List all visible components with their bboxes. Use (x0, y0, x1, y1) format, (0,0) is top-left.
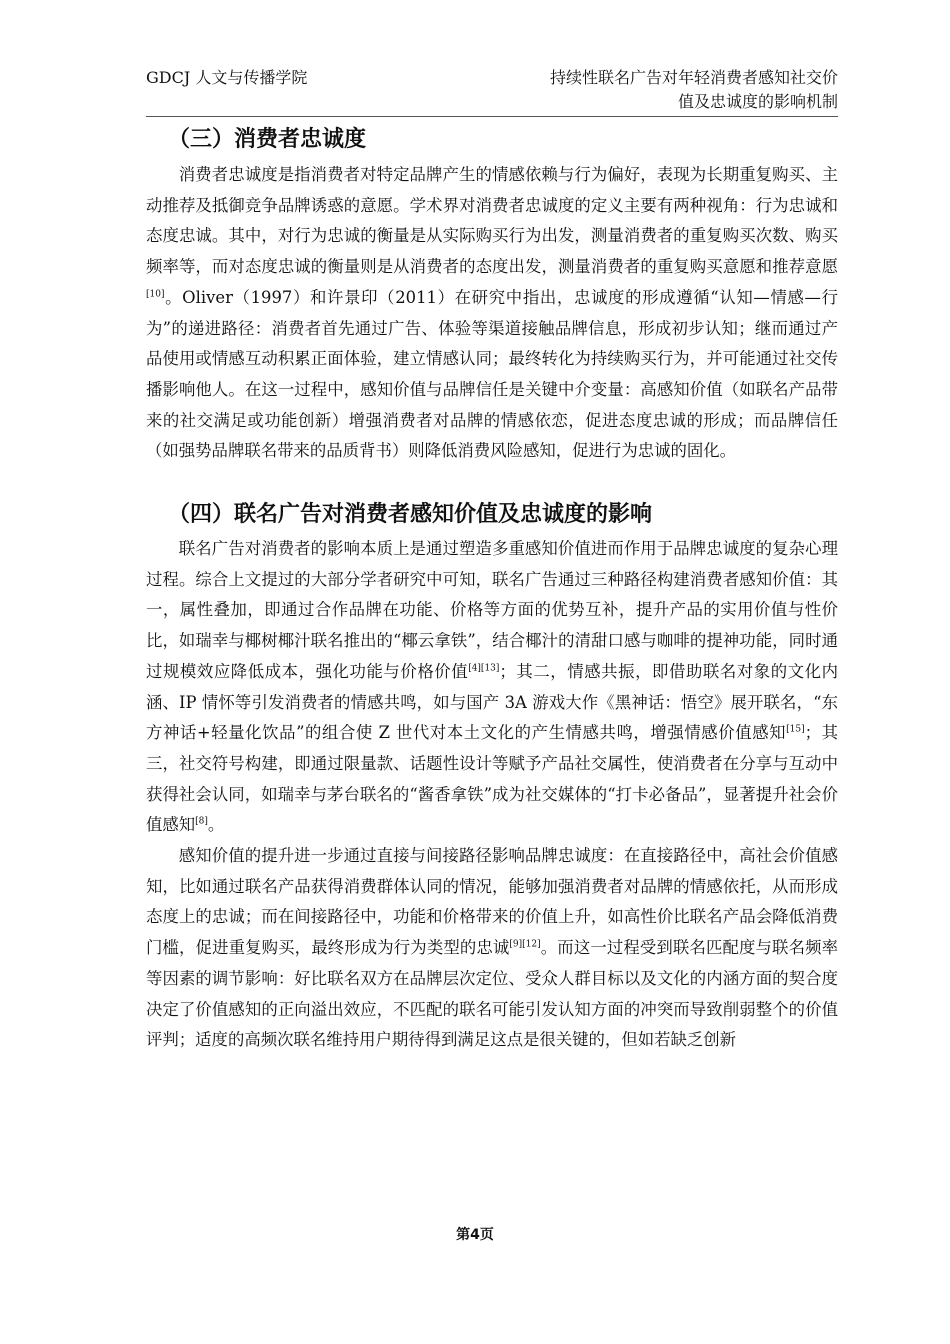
page-number: 第4页 (456, 1227, 494, 1243)
text-run: 感知价值的提升进一步通过直接与间接路径影响品牌忠诚度：在直接路径中，高社会价值感知，比如通过联名产品获得消费群体认同的情况，能够加强消费者对品牌的情感依托，从而形成态度上的忠诚；而在间接路径中，功能和价格带来的价值上升，如高性价比联名产品会降低消费门槛，促进重复购买，最终形成为行为类型的忠诚 (146, 846, 838, 958)
text-run: 消费者忠诚度是指消费者对特定品牌产生的情感依赖与行为偏好，表现为长期重复购买、主动推荐及抵御竞争品牌诱惑的意愿。学术界对消费者忠诚度的定义主要有两种视角：行为忠诚和态度忠诚。其中，对行为忠诚的衡量是从实际购买行为出发，测量消费者的重复购买次数、购买频率等，而对态度忠诚的衡量则是从消费者的态度出发，测量消费者的重复购买意愿和推荐意愿 (146, 165, 838, 277)
header-title-line2: 值及忠诚度的影响机制 (677, 92, 838, 111)
header-institution: GDCJ 人文与传播学院 (146, 68, 308, 87)
citation: [9][12] (509, 939, 541, 950)
citation: [15] (786, 724, 805, 735)
text-run: ；其三，社交符号构建，即通过限量款、话题性设计等赋予产品社交属性，使消费者在分享与互动中获得社会认同，如瑞幸与茅台联名的“酱香拿铁”成为社交媒体的“打卡必备品”，显著提升社会价值感知 (146, 723, 839, 835)
text-run: ；其二，情感共振，即借助联名对象的文化内涵、IP 情怀等引发消费者的情感共鸣，如与国产 3A 游戏大作《黑神话：悟空》展开联名，“东方神话+轻量化饮品”的组合使 Z 世代对本土文化的产生情感共鸣，增强情感价值感知 (146, 661, 838, 743)
header-paper-title (550, 66, 838, 114)
paragraph (146, 841, 838, 1056)
header-divider (146, 116, 838, 117)
citation: [4][13] (468, 663, 500, 674)
text-run: 。Oliver（1997）和许景印（2011）在研究中指出，忠诚度的形成遵循“认知—情感—行为”的递进路径：消费者首先通过广告、体验等渠道接触品牌信息，形成初步认知；继而通过产品使用或情感互动积累正面体验，建立情感认同；最终转化为持续购买行为，并可能通过社交传播影响他人。在这一过程中，感知价值与品牌信任是关键中介变量：高感知价值（如联名产品带来的社交满足或功能创新）增强消费者对品牌的情感依恋，促进态度忠诚的形成；而品牌信任（如强势品牌联名带来的品质背书）则降低消费风险感知，促进行为忠诚的固化。 (146, 287, 838, 461)
paragraph (146, 534, 838, 841)
section-heading-consumer-loyalty: （三）消费者忠诚度 (168, 127, 367, 152)
text-run: 。 (207, 815, 225, 835)
text-run: 。而这一过程受到联名匹配度与联名频率等因素的调节影响：好比联名双方在品牌层次定位、受众人群目标以及文化的内涵方面的契合度决定了价值感知的正向溢出效应，不匹配的联名可能引发认知方面的冲突而导致削弱整个的价值评判；适度的高频次联名维持用户期待得到满足这点是很关键的，但如若缺乏创新 (146, 938, 838, 1050)
citation: [10] (146, 289, 165, 300)
paragraph (146, 160, 838, 467)
page-body (146, 118, 838, 1056)
citation: [8] (195, 816, 208, 827)
section-heading-cobrand-impact: （四）联名广告对消费者感知价值及忠诚度的影响 (168, 502, 653, 528)
text-run: 联名广告对消费者的影响本质上是通过塑造多重感知价值进而作用于品牌忠诚度的复杂心理过程。综合上文提过的大部分学者研究中可知，联名广告通过三种路径构建消费者感知价值：其一，属性叠加，即通过合作品牌在功能、价格等方面的优势互补，提升产品的实用价值与性价比，如瑞幸与椰树椰汁联名推出的“椰云拿铁”，结合椰汁的清甜口感与咖啡的提神功能，同时通过规模效应降低成本，强化功能与价格价值 (146, 539, 838, 681)
header-title-line1: 持续性联名广告对年轻消费者感知社交价 (549, 68, 838, 87)
